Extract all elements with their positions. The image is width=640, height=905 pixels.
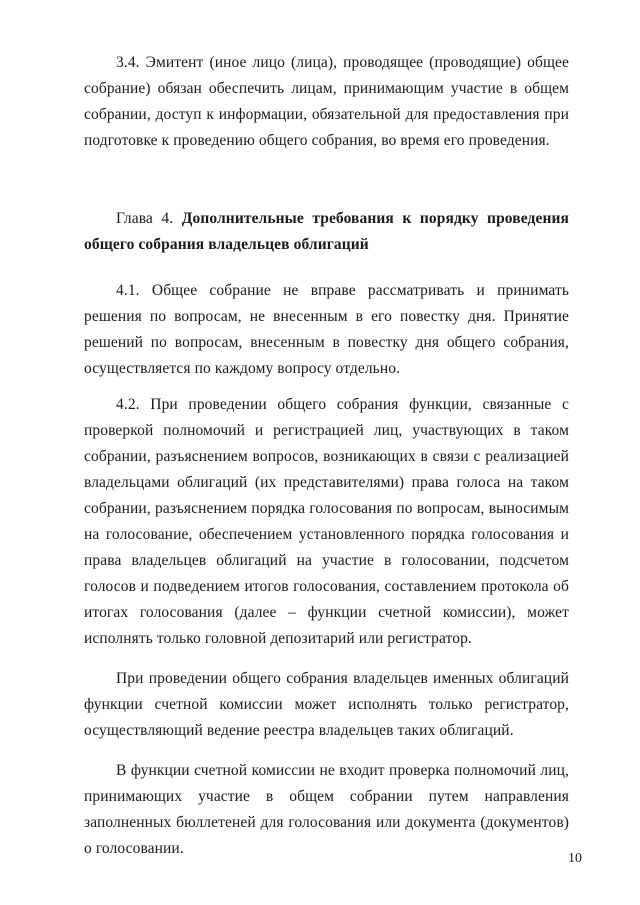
document-page (84, 50, 569, 862)
paragraph-counting-commission: В функции счетной комиссии не входит проверка полномочий лиц, принимающих участие в общем собрании путем направления заполненных бюллетеней для голосования или документа (документов) о голосовании. (84, 762, 569, 857)
spacer (84, 154, 569, 206)
paragraph-named-bonds: При проведении общего собрания владельцев именных облигаций функции счетной комиссии может исполнять только регистратор, осуществляющий ведение реестра владельцев таких облигаций. (84, 670, 569, 739)
paragraph-3-4: 3.4. Эмитент (иное лицо (лица), проводящее (проводящие) общее собрание) обязан обеспечить лицам, принимающим участие в общем собрании, доступ к информации, обязательной для предоставления при подготовке к проведению общего собрания, во время его проведения. (84, 54, 569, 149)
chapter-title: Дополнительные требования к порядку проведения общего собрания владельцев облигаций (84, 210, 569, 253)
chapter-label: Глава 4. (116, 210, 174, 227)
page-number: 10 (568, 851, 582, 866)
paragraph-4-1: 4.1. Общее собрание не вправе рассматривать и принимать решения по вопросам, не внесенным в его повестку дня. Принятие решений по вопросам, внесенным в повестку дня общего собрания, осуществляется по каждому вопросу отдельно. (84, 282, 569, 377)
spacer (84, 258, 569, 278)
paragraph-4-2: 4.2. При проведении общего собрания функции, связанные с проверкой полномочий и регистрацией лиц, участвующих в таком собрании, разъяснением вопросов, возникающих в связи с реализацией владельцами облигаций (их представителями) права голоса на таком собрании, разъяснением порядка голосования по вопросам, выносимым на голосование, обеспечением установленного порядка голосования и права владельцев облигаций на участие в голосовании, подсчетом голосов и подведением итогов голосования, составлением протокола об итогах голосования (далее – функции счетной комиссии), может исполнять только головной депозитарий или регистратор. (84, 396, 569, 647)
chapter-heading (84, 206, 569, 258)
